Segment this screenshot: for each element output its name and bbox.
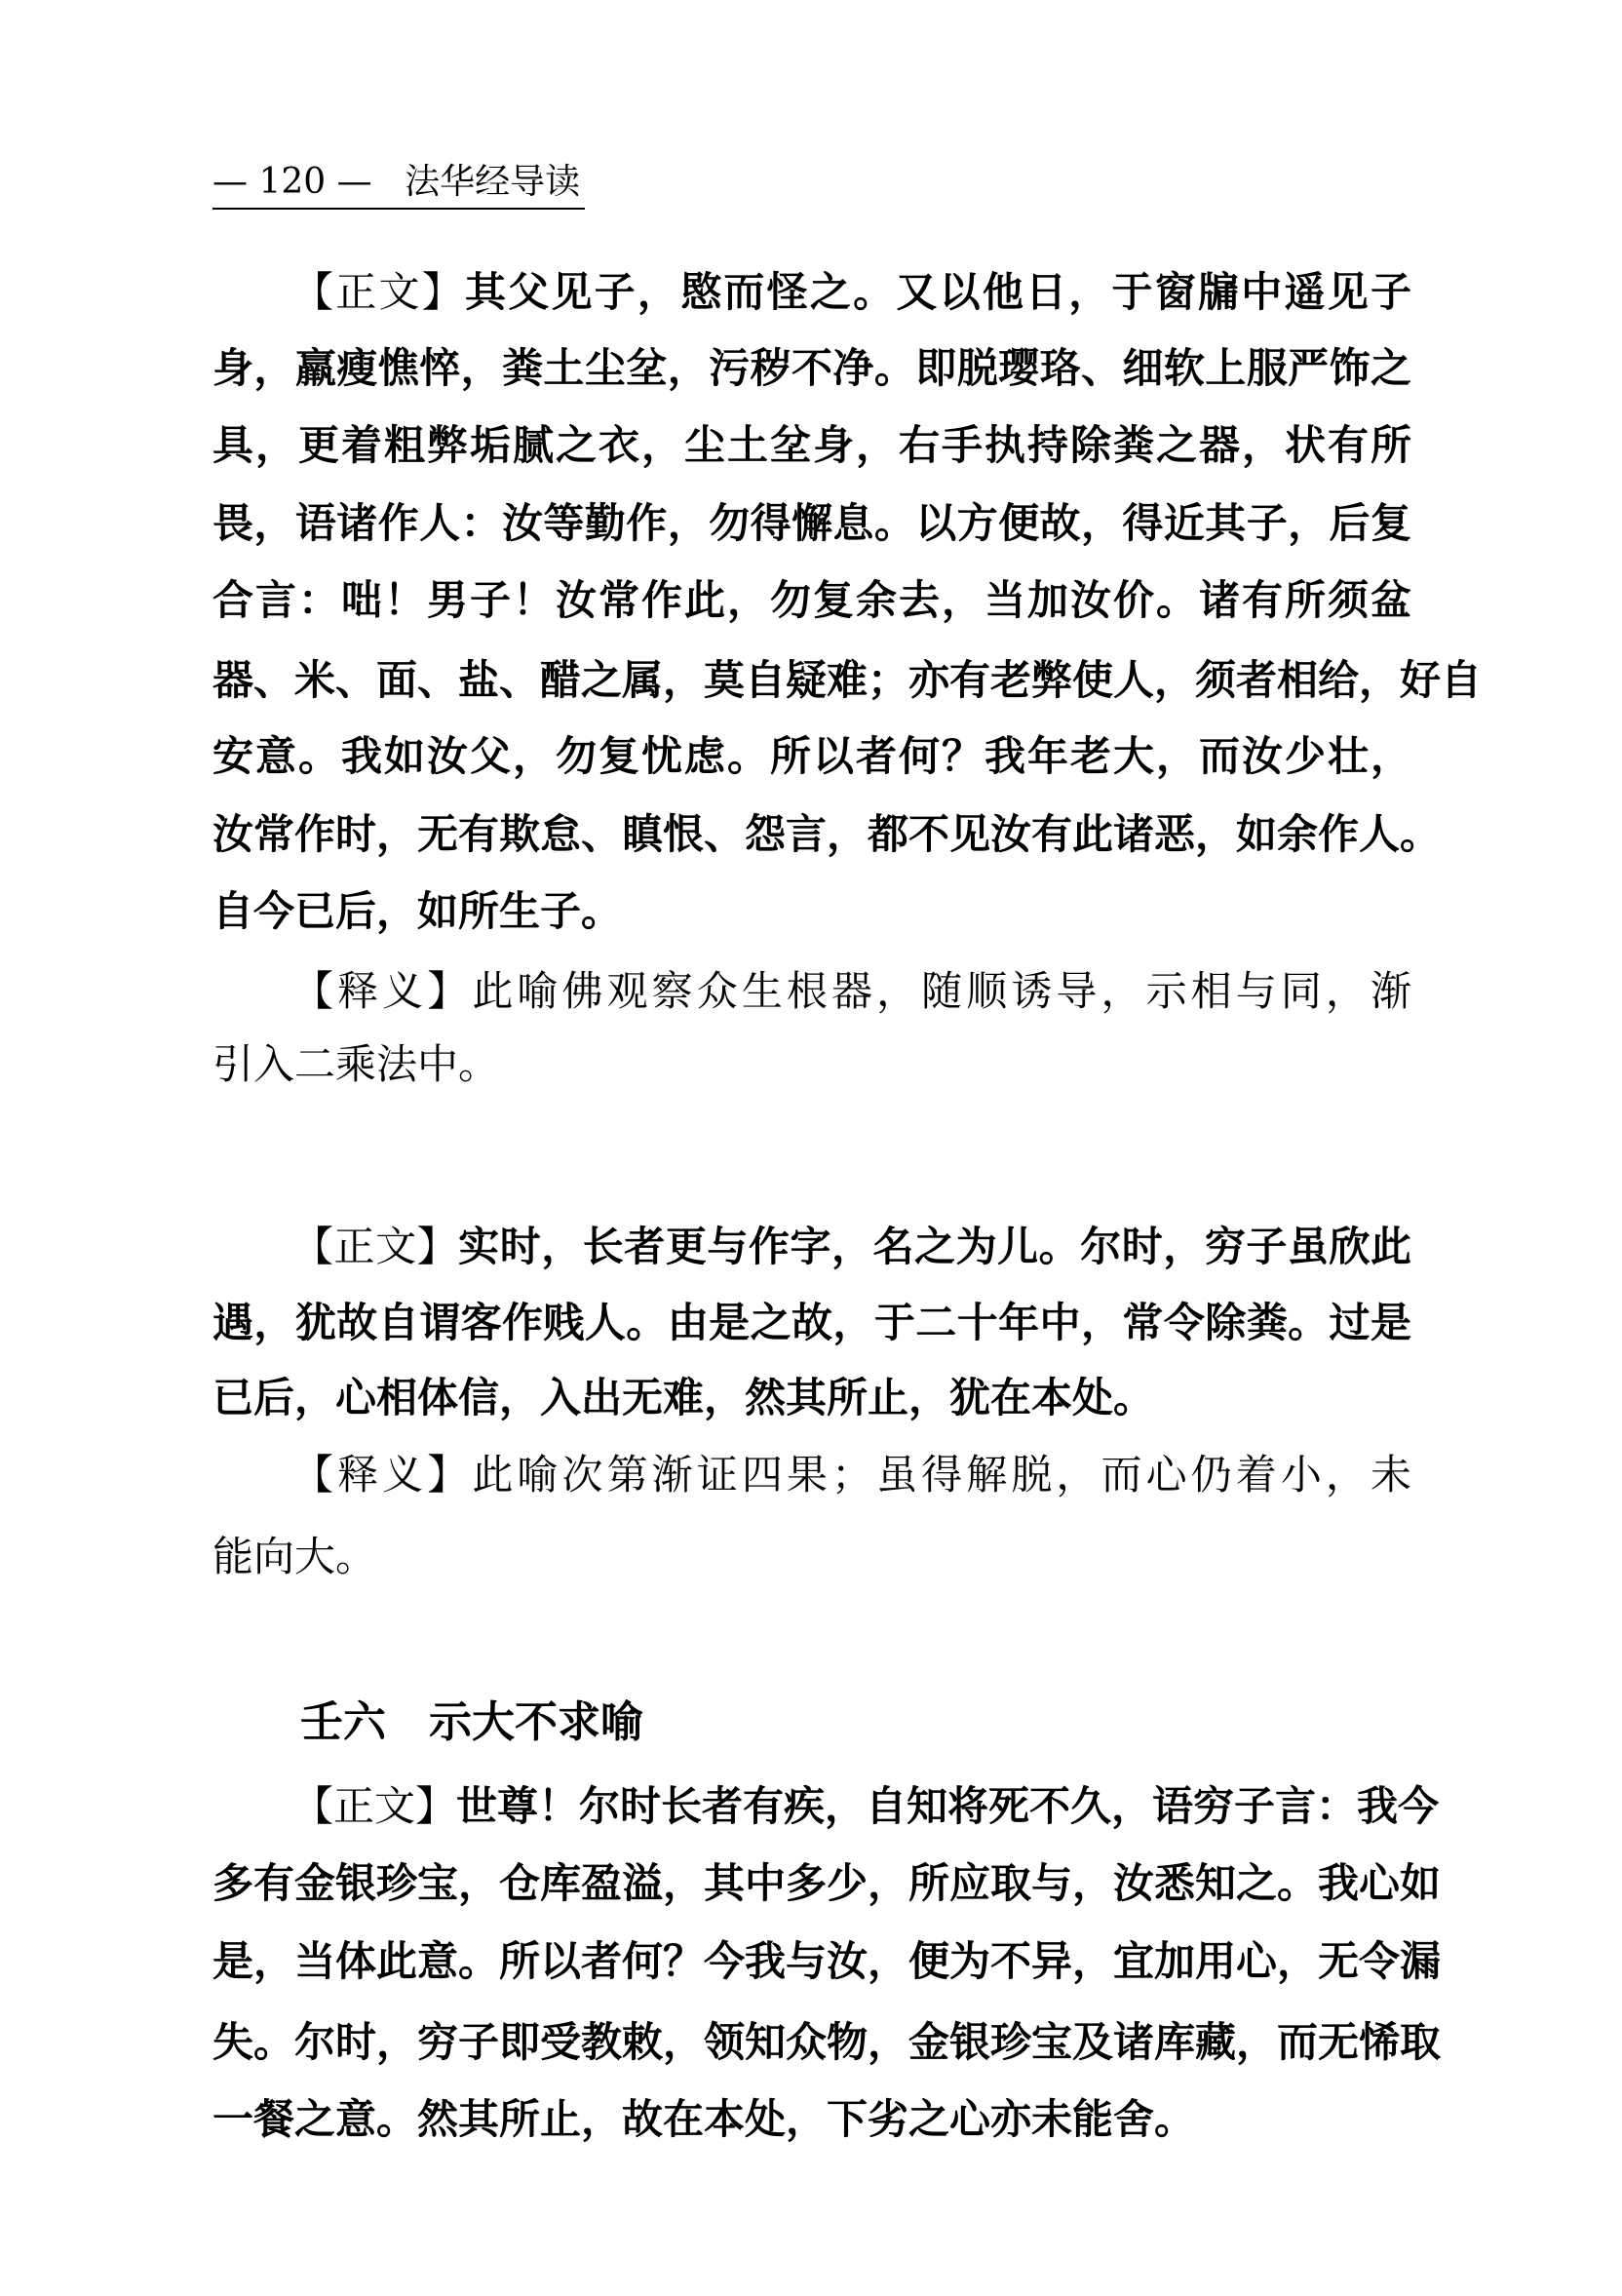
- p3-line: [212, 1937, 1442, 1986]
- section-label: 【释义】: [292, 967, 473, 1015]
- p1-line: [212, 810, 1442, 859]
- page-number: — 120 —: [212, 162, 372, 202]
- line-text: 已后，心相体信，入出无难，然其所止，犹在本处。: [212, 1374, 1155, 1421]
- line-text: 具，更着粗弊垢腻之衣，尘土坌身，右手执持除粪之器，状有所: [212, 421, 1411, 469]
- p1-line: [212, 499, 1411, 548]
- p1-line: [212, 344, 1411, 393]
- line-text: 实时，长者更与作字，名之为儿。尔时，穷子虽欣此: [458, 1223, 1411, 1270]
- s1-line: [292, 967, 1411, 1016]
- p3-line: [212, 2018, 1442, 2067]
- line-text: 多有金银珍宝，仓库盈溢，其中多少，所应取与，汝悉知之。我心如: [212, 1859, 1442, 1907]
- book-title: 法华经导读: [405, 162, 581, 202]
- section-label: 【正文】: [292, 268, 465, 316]
- line-text: 此喻次第渐证四果；虽得解脱，而心仍着小，未: [472, 1451, 1411, 1498]
- p2-line: [212, 1374, 1411, 1422]
- line-text: 自今已后，如所生子。: [212, 887, 623, 935]
- line-text: 能向大。: [212, 1533, 377, 1580]
- line-text: 引入二乘法中。: [212, 1040, 500, 1088]
- p1-line: [212, 421, 1411, 470]
- line-text: 此喻佛观察众生根器，随顺诱导，示相与同，渐: [472, 967, 1411, 1015]
- s2-line: [212, 1533, 1411, 1581]
- p1-line: [212, 732, 1411, 781]
- p1-line: [212, 656, 1483, 705]
- p3-line: [212, 1859, 1442, 1908]
- p2-line: [212, 1299, 1411, 1347]
- line-text: 遇，犹故自谓客作贱人。由是之故，于二十年中，常令除粪。过是: [212, 1299, 1411, 1346]
- line-text: 是，当体此意。所以者何？今我与汝，便为不异，宜加用心，无令漏: [212, 1937, 1442, 1985]
- line-text: 畏，语诸作人：汝等勤作，勿得懈息。以方便故，得近其子，后复: [212, 499, 1411, 547]
- p3-line: [292, 1782, 1440, 1831]
- section-heading: 壬六 示大不求喻: [300, 1697, 643, 1747]
- section-label: 【正文】: [292, 1223, 459, 1270]
- s1-line: [212, 1040, 1411, 1089]
- line-text: 一餐之意。然其所止，故在本处，下劣之心亦未能舍。: [212, 2095, 1196, 2143]
- line-text: 汝常作时，无有欺怠、瞋恨、怨言，都不见汝有此诸恶，如余作人。: [212, 810, 1442, 858]
- running-header: [212, 154, 585, 210]
- p2-line: [292, 1223, 1411, 1271]
- p3-line: [212, 2095, 1411, 2144]
- p1-line: [212, 576, 1411, 625]
- line-text: 器、米、面、盐、醋之属，莫自疑难；亦有老弊使人，须者相给，好自: [212, 656, 1483, 704]
- line-text: 安意。我如汝父，勿复忧虑。所以者何？我年老大，而汝少壮，: [212, 732, 1411, 780]
- p1-line: [292, 268, 1411, 317]
- s2-line: [292, 1451, 1411, 1499]
- line-text: 世尊！尔时长者有疾，自知将死不久，语穷子言：我今: [456, 1782, 1440, 1830]
- section-label: 【释义】: [292, 1451, 473, 1498]
- line-text: 失。尔时，穷子即受教敕，领知众物，金银珍宝及诸库藏，而无悕取: [212, 2018, 1442, 2066]
- line-text: 其父见子，愍而怪之。又以他日，于窗牖中遥见子: [464, 268, 1411, 316]
- line-text: 合言：咄！男子！汝常作此，勿复余去，当加汝价。诸有所须盆: [212, 576, 1411, 624]
- line-text: 身，羸瘦憔悴，粪土尘坌，污秽不净。即脱璎珞、细软上服严饰之: [212, 344, 1411, 392]
- section-label: 【正文】: [292, 1782, 457, 1830]
- p1-line: [212, 887, 1411, 936]
